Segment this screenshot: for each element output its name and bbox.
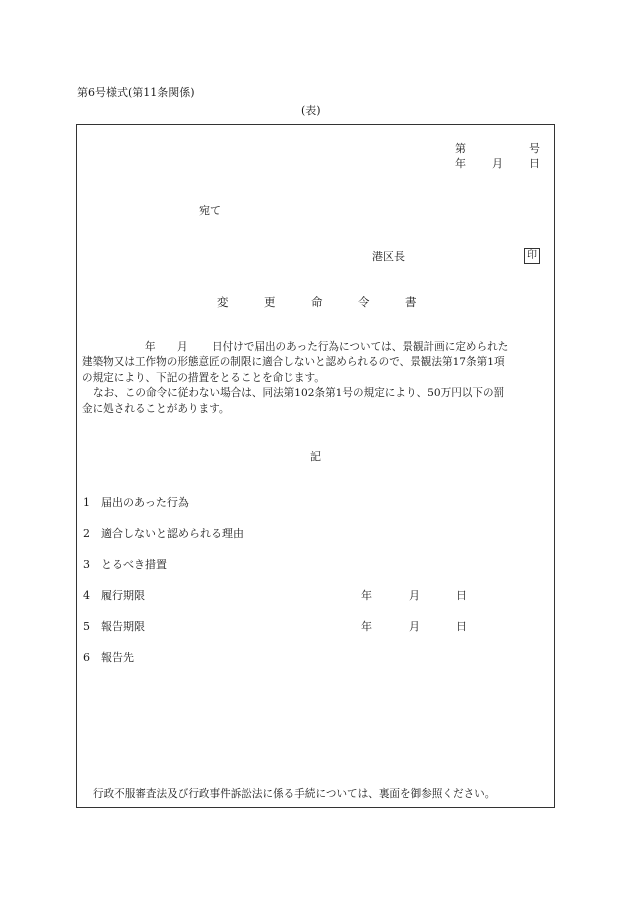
- title-char-1: 変: [217, 295, 229, 309]
- item-label: 履行期限: [101, 589, 145, 602]
- footer-note: 行政不服審査法及び行政事件訴訟法に係る手続については、裏面を御参照ください。: [93, 788, 496, 800]
- body-line-2: 建築物又は工作物の形態意匠の制限に適合しないと認められるので、景観法第17条第1項: [82, 356, 505, 368]
- title-char-2: 更: [264, 295, 276, 309]
- deadline-day: 日: [456, 589, 467, 602]
- title-char-5: 書: [405, 295, 417, 309]
- report-year: 年: [361, 620, 372, 633]
- number-suffix: 号: [529, 142, 540, 155]
- date-day: 日: [529, 157, 540, 170]
- body-line-4: なお、この命令に従わない場合は、同法第102条第1号の規定により、50万円以下の罰: [93, 387, 505, 399]
- item-number: 3: [83, 558, 90, 571]
- item-number: 6: [83, 651, 90, 664]
- title-char-3: 命: [311, 295, 323, 309]
- body-month: 月: [177, 341, 188, 353]
- side-label: (表): [301, 104, 321, 117]
- item-number: 5: [83, 620, 90, 633]
- deadline-year: 年: [361, 589, 372, 602]
- title-char-4: 令: [358, 295, 370, 309]
- report-month: 月: [409, 620, 420, 633]
- number-prefix: 第: [455, 142, 466, 155]
- item-number: 1: [83, 496, 90, 509]
- seal-stamp: 印: [524, 248, 540, 264]
- item-label: 適合しないと認められる理由: [101, 527, 244, 540]
- item-label: 報告先: [101, 651, 134, 664]
- report-day: 日: [456, 620, 467, 633]
- ki-heading: 記: [310, 450, 321, 463]
- body-line-1: 日付けで届出のあった行為については、景観計画に定められた: [212, 341, 509, 353]
- item-number: 4: [83, 589, 90, 602]
- form-frame: [76, 124, 555, 808]
- form-id: 第6号様式(第11条関係): [77, 86, 195, 99]
- issuer: 港区長: [372, 250, 405, 263]
- item-label: 届出のあった行為: [101, 496, 189, 509]
- body-year: 年: [145, 341, 156, 353]
- item-label: とるべき措置: [101, 558, 167, 571]
- addressee-suffix: 宛て: [199, 204, 221, 217]
- date-year: 年: [455, 157, 466, 170]
- item-number: 2: [83, 527, 90, 540]
- body-line-3: の規定により、下記の措置をとることを命じます。: [82, 372, 325, 384]
- deadline-month: 月: [409, 589, 420, 602]
- date-month: 月: [492, 157, 503, 170]
- item-label: 報告期限: [101, 620, 145, 633]
- body-line-5: 金に処されることがあります。: [82, 403, 230, 415]
